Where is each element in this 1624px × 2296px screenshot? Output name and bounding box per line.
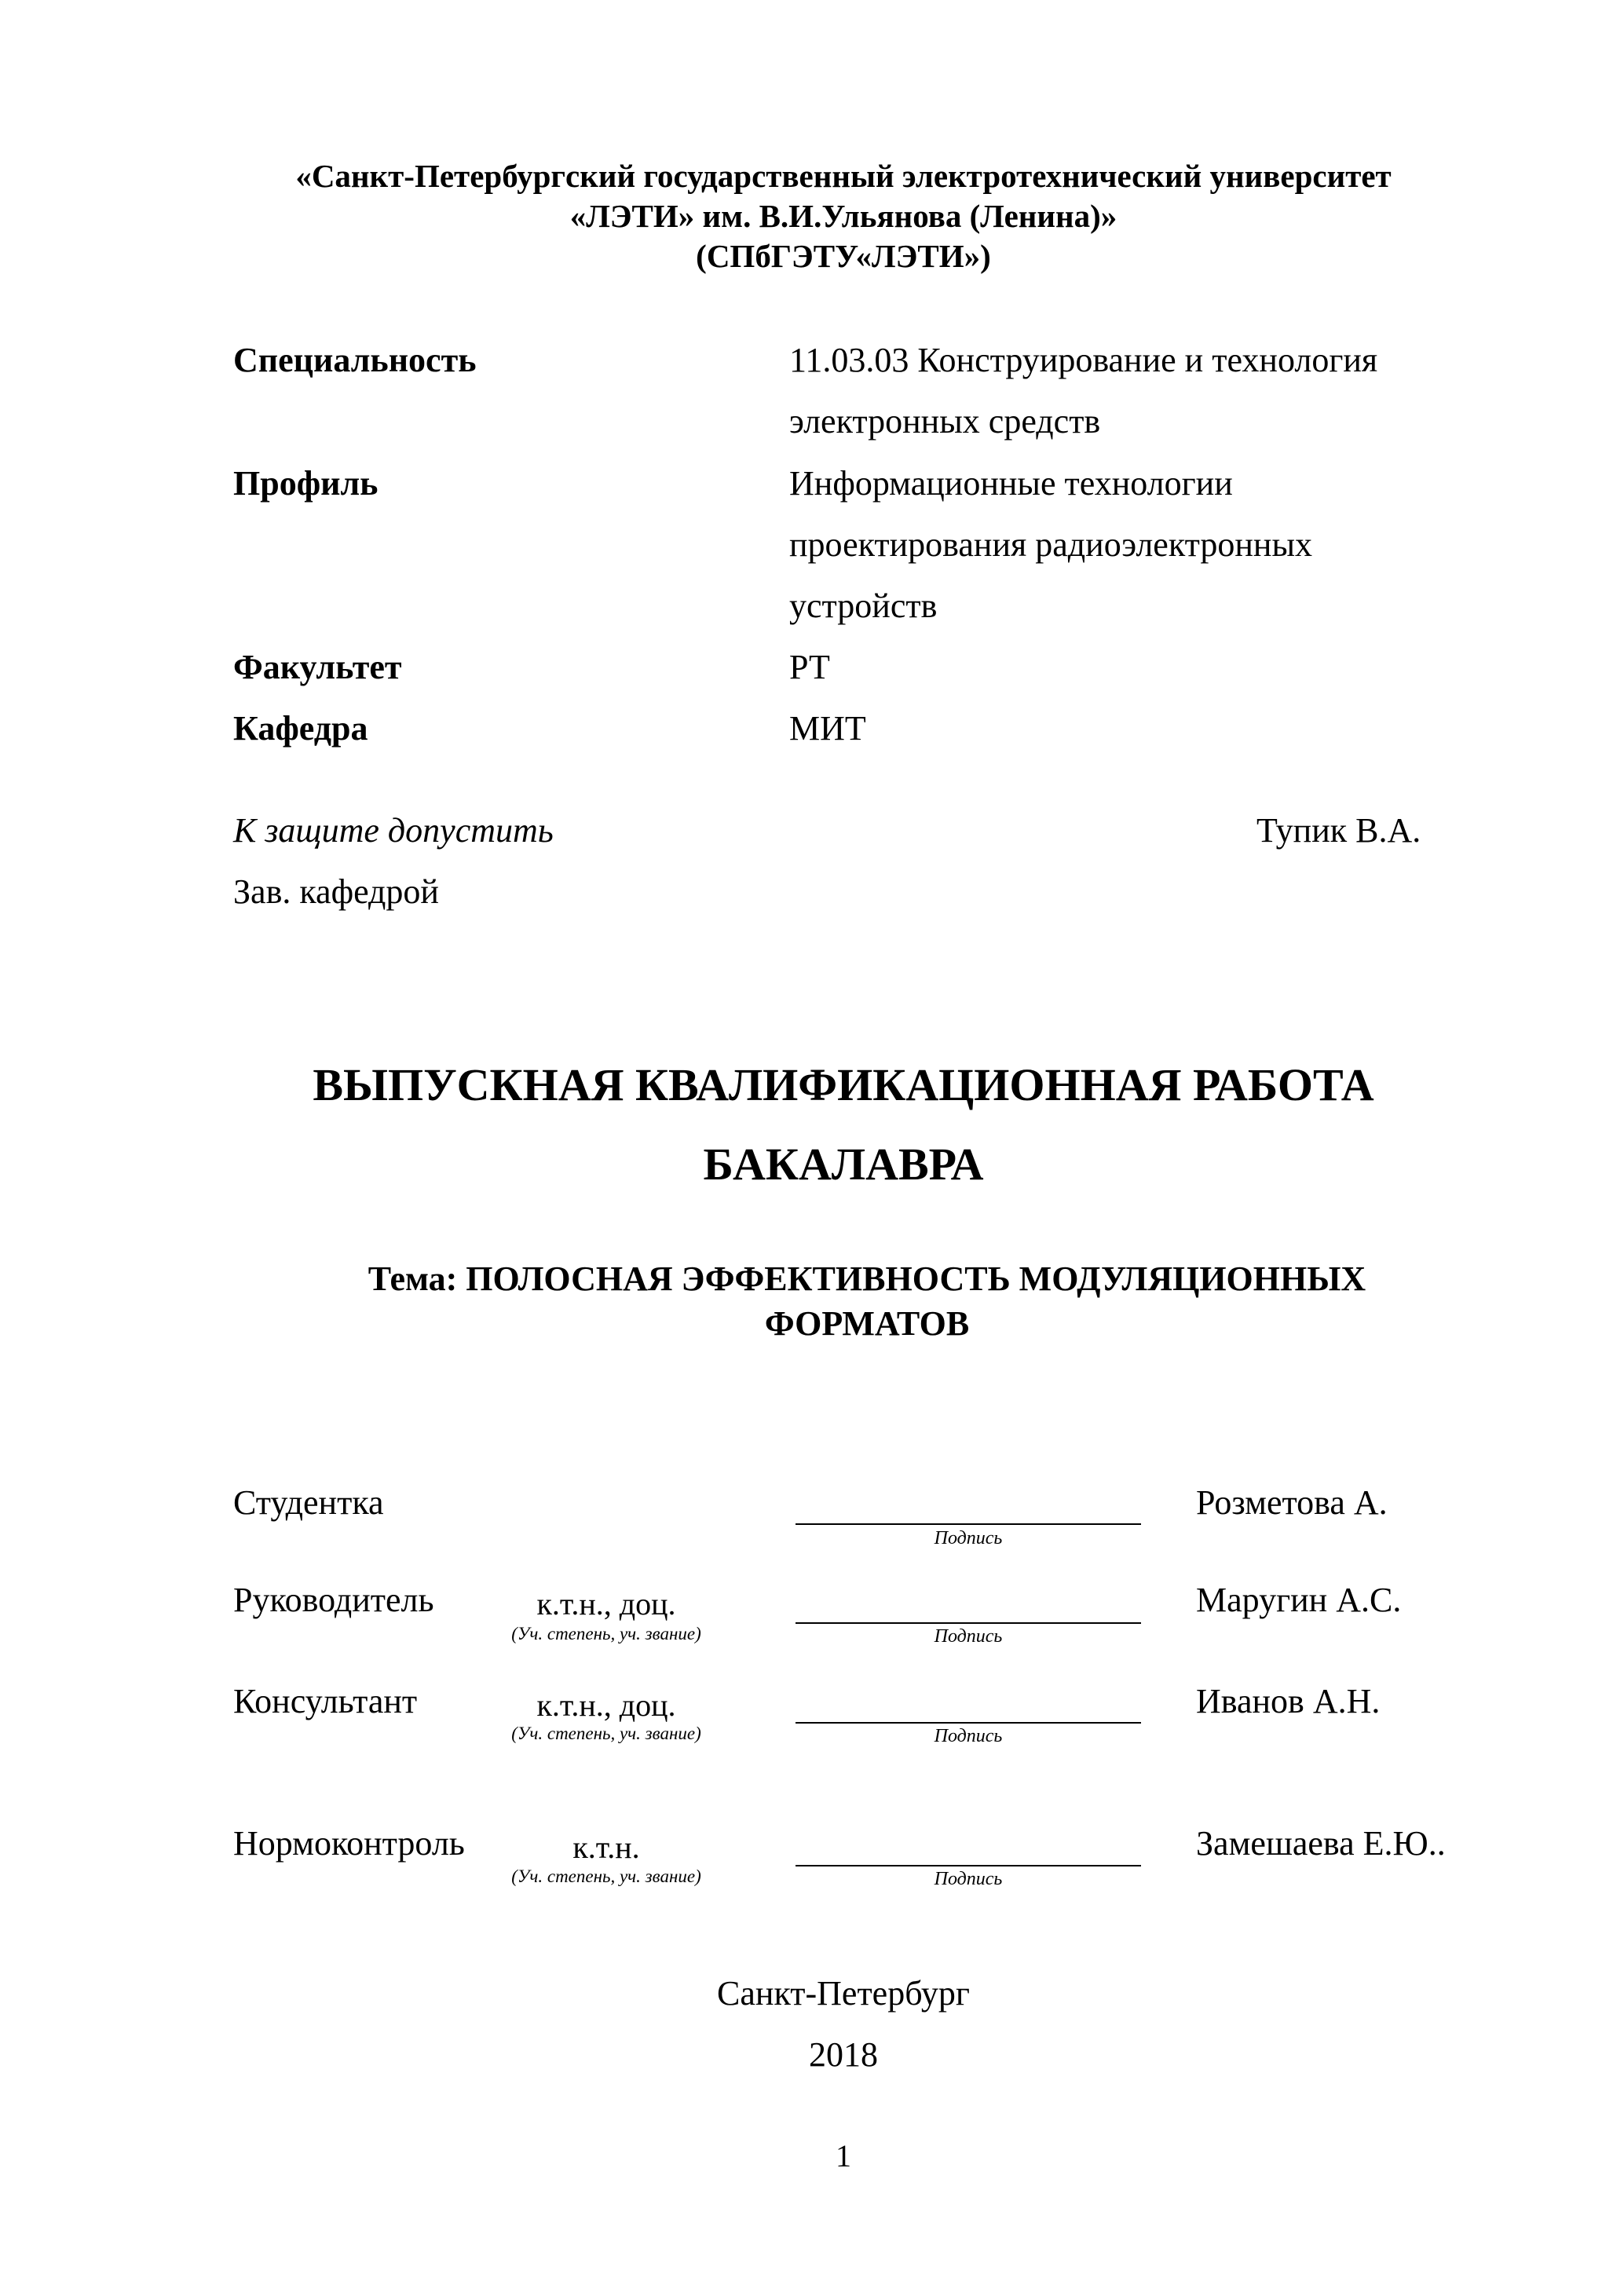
student-signature-line — [796, 1523, 1141, 1525]
supervisor-name: Маругин А.С. — [1196, 1581, 1402, 1619]
specialty-label: Специальность — [233, 341, 477, 379]
admission-label: К защите допустить — [233, 811, 554, 850]
thesis-title-line-2: БАКАЛАВРА — [703, 1139, 984, 1190]
profile-value-1: Информационные технологии — [789, 464, 1233, 503]
thesis-title-line-1: ВЫПУСКНАЯ КВАЛИФИКАЦИОННАЯ РАБОТА — [313, 1059, 1374, 1110]
university-abbreviation: (СПбГЭТУ«ЛЭТИ») — [696, 238, 991, 274]
year: 2018 — [809, 2035, 878, 2074]
normcontrol-role: Нормоконтроль — [233, 1824, 465, 1863]
profile-value-3: устройств — [789, 587, 938, 625]
normcontrol-degree-caption: (Уч. степень, уч. звание) — [511, 1866, 701, 1886]
supervisor-degree: к.т.н., доц. — [536, 1586, 676, 1621]
supervisor-role: Руководитель — [233, 1581, 434, 1619]
specialty-value-2: электронных средств — [789, 402, 1101, 441]
normcontrol-signature-line — [796, 1865, 1141, 1866]
department-label: Кафедра — [233, 709, 368, 748]
consultant-degree-caption: (Уч. степень, уч. звание) — [511, 1724, 701, 1743]
normcontrol-signature-caption: Подпись — [934, 1869, 1003, 1889]
department-head-role: Зав. кафедрой — [233, 872, 439, 911]
normcontrol-degree: к.т.н. — [572, 1830, 640, 1865]
supervisor-degree-caption: (Уч. степень, уч. звание) — [511, 1624, 701, 1643]
department-head-name: Тупик В.А. — [1256, 811, 1421, 850]
faculty-label: Факультет — [233, 648, 402, 686]
normcontrol-name: Замешаева Е.Ю.. — [1196, 1824, 1446, 1863]
consultant-role: Консультант — [233, 1682, 418, 1720]
consultant-signature-line — [796, 1722, 1141, 1724]
topic-line-1: Тема: ПОЛОСНАЯ ЭФФЕКТИВНОСТЬ МОДУЛЯЦИОННЫХ — [368, 1260, 1366, 1298]
supervisor-signature-line — [796, 1622, 1141, 1624]
topic-line-2: ФОРМАТОВ — [764, 1304, 970, 1343]
specialty-value-1: 11.03.03 Конструирование и технология — [789, 341, 1378, 379]
student-name: Розметова А. — [1196, 1483, 1388, 1522]
profile-label: Профиль — [233, 464, 379, 503]
faculty-value: РТ — [789, 648, 830, 686]
university-name-line-1: «Санкт-Петербургский государственный электротехнический университет — [295, 158, 1392, 194]
consultant-signature-caption: Подпись — [934, 1726, 1003, 1746]
page-number: 1 — [836, 2138, 851, 2174]
profile-value-2: проектирования радиоэлектронных — [789, 525, 1313, 564]
university-name-line-2: «ЛЭТИ» им. В.И.Ульянова (Ленина)» — [569, 198, 1117, 234]
student-signature-caption: Подпись — [934, 1528, 1003, 1548]
city: Санкт-Петербург — [717, 1974, 970, 2013]
department-value: МИТ — [789, 709, 866, 748]
supervisor-signature-caption: Подпись — [934, 1626, 1003, 1647]
consultant-name: Иванов А.Н. — [1196, 1682, 1381, 1720]
student-role: Студентка — [233, 1483, 384, 1522]
consultant-degree: к.т.н., доц. — [536, 1687, 676, 1723]
